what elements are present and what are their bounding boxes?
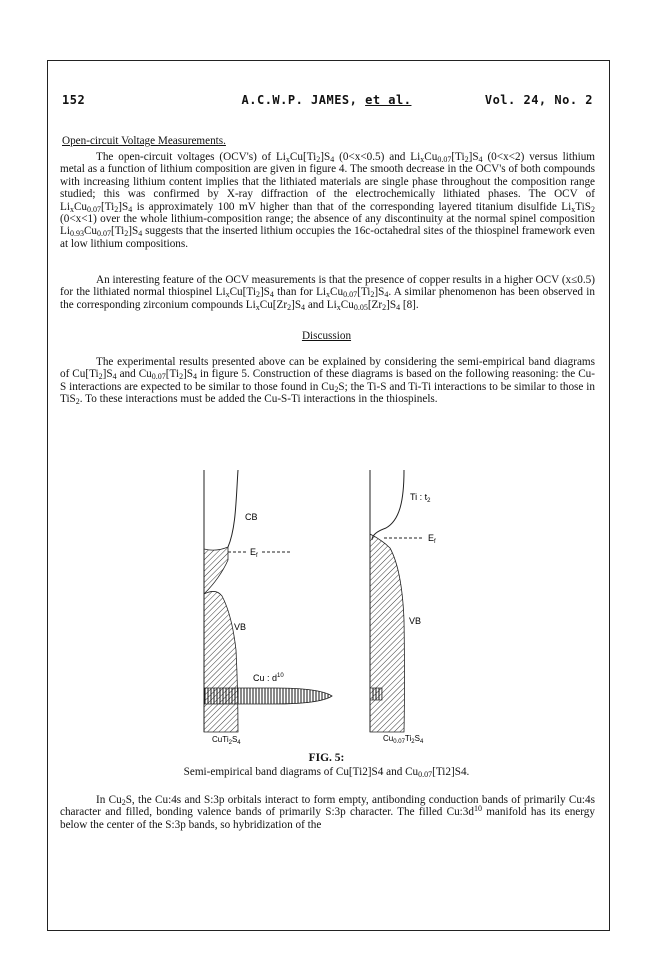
left-ef-label: $E_f$: [250, 547, 258, 559]
figure-caption-text: Semi-empirical band diagrams of Cu[Ti2]S4 and $Cu_{0.07}[Ti2]S4$.: [183, 766, 470, 779]
left-vb-label: VB: [234, 622, 247, 632]
left-band-diagram: [204, 470, 332, 746]
left-compound-label: $CuTi_2S_4$: [212, 735, 241, 746]
right-band-diagram: [370, 470, 436, 745]
paragraph-ocv-1: The open-circuit voltages (OCV's) of $Li_xCu[Ti_2]S_4$ (0<x<0.5) and $Li_xCu_{0.07}[Ti_2]S_4$ (0<x<2) versus lithium metal as a function of lithium composition are given in figure 4. The smooth decrease in the OCV's of both compounds with increasing lithium content implies that the lithiated materials are single phase throughout the composition range studied; this was confirmed by X-ray diffraction of the electrochemically lithiated phases. The OCV of $Li_xCu_{0.07}[Ti_2]S_4$ is approximately 100 mV higher than that of the corresponding layered titanium disulfide $Li_xTiS_2$ (0<x<1) over the whole lithium-composition range; the absence of any discontinuity at the normal spinel composition $Li_{0.93}Cu_{0.07}[Ti_2]S_4$ suggests that the inserted lithium occupies the 16c-octahedral sites of the thiospinel framework even at low lithium compositions.: [60, 151, 595, 250]
figure-caption-title: FIG. 5:: [308, 752, 345, 764]
right-compound-label: $Cu_{0.07}Ti_2S_4$: [383, 734, 424, 745]
paragraph-discussion-1: The experimental results presented above can be explained by considering the semi-empirical band diagrams of $Cu[Ti_2]S_4$ and $Cu_{0.07}[Ti_2]S_4$ in figure 5. Construction of these diagrams is based on the following reasoning: the Cu-S interactions are expected to be similar to those found in $Cu_2S$; the Ti-S and Ti-Ti interactions to be similar to those in TiS$_2$. To these interactions must be added the Cu-S-Ti interactions in the thiospinels.: [60, 356, 596, 407]
page-number: 152: [62, 93, 86, 107]
section-heading-discussion: Discussion: [301, 330, 352, 342]
right-vb-label: VB: [409, 616, 422, 626]
paragraph-ocv-2: An interesting feature of the OCV measurements is that the presence of copper results in a higher OCV (x≤0.5) for the lithiated normal thiospinel $Li_xCu[Ti_2]S_4$ than for $Li_xCu_{0.07}[Ti_2]S_4$. A similar phenomenon has been observed in the corresponding zirconium compounds $Li_xCu[Zr_2]S_4$ and $Li_xCu_{0.05}[Zr_2]S_4$ [8].: [60, 274, 595, 312]
paragraph-discussion-2: In $Cu_2S$, the Cu:4s and S:3p orbitals interact to form empty, antibonding conduction bands of primarily Cu:4s character and filled, bonding valence bands of primarily S:3p character. The filled $Cu:3d^{10}$ manifold has its energy below the center of the S:3p bands, so hybridization of the: [60, 794, 595, 831]
ti-t2-label: Ti : $t_2$: [410, 492, 431, 504]
section-heading-ocv: Open-circuit Voltage Measurements.: [62, 135, 226, 147]
left-cb-label: CB: [245, 512, 258, 522]
right-ef-label: $E_f$: [428, 533, 436, 545]
journal-volume: Vol. 24, No. 2: [484, 93, 593, 107]
running-authors: A.C.W.P. JAMES, et al.: [241, 93, 412, 107]
cu-d10-label: Cu : $d^{10}$: [253, 673, 284, 683]
band-diagram-figure: [0, 460, 653, 750]
